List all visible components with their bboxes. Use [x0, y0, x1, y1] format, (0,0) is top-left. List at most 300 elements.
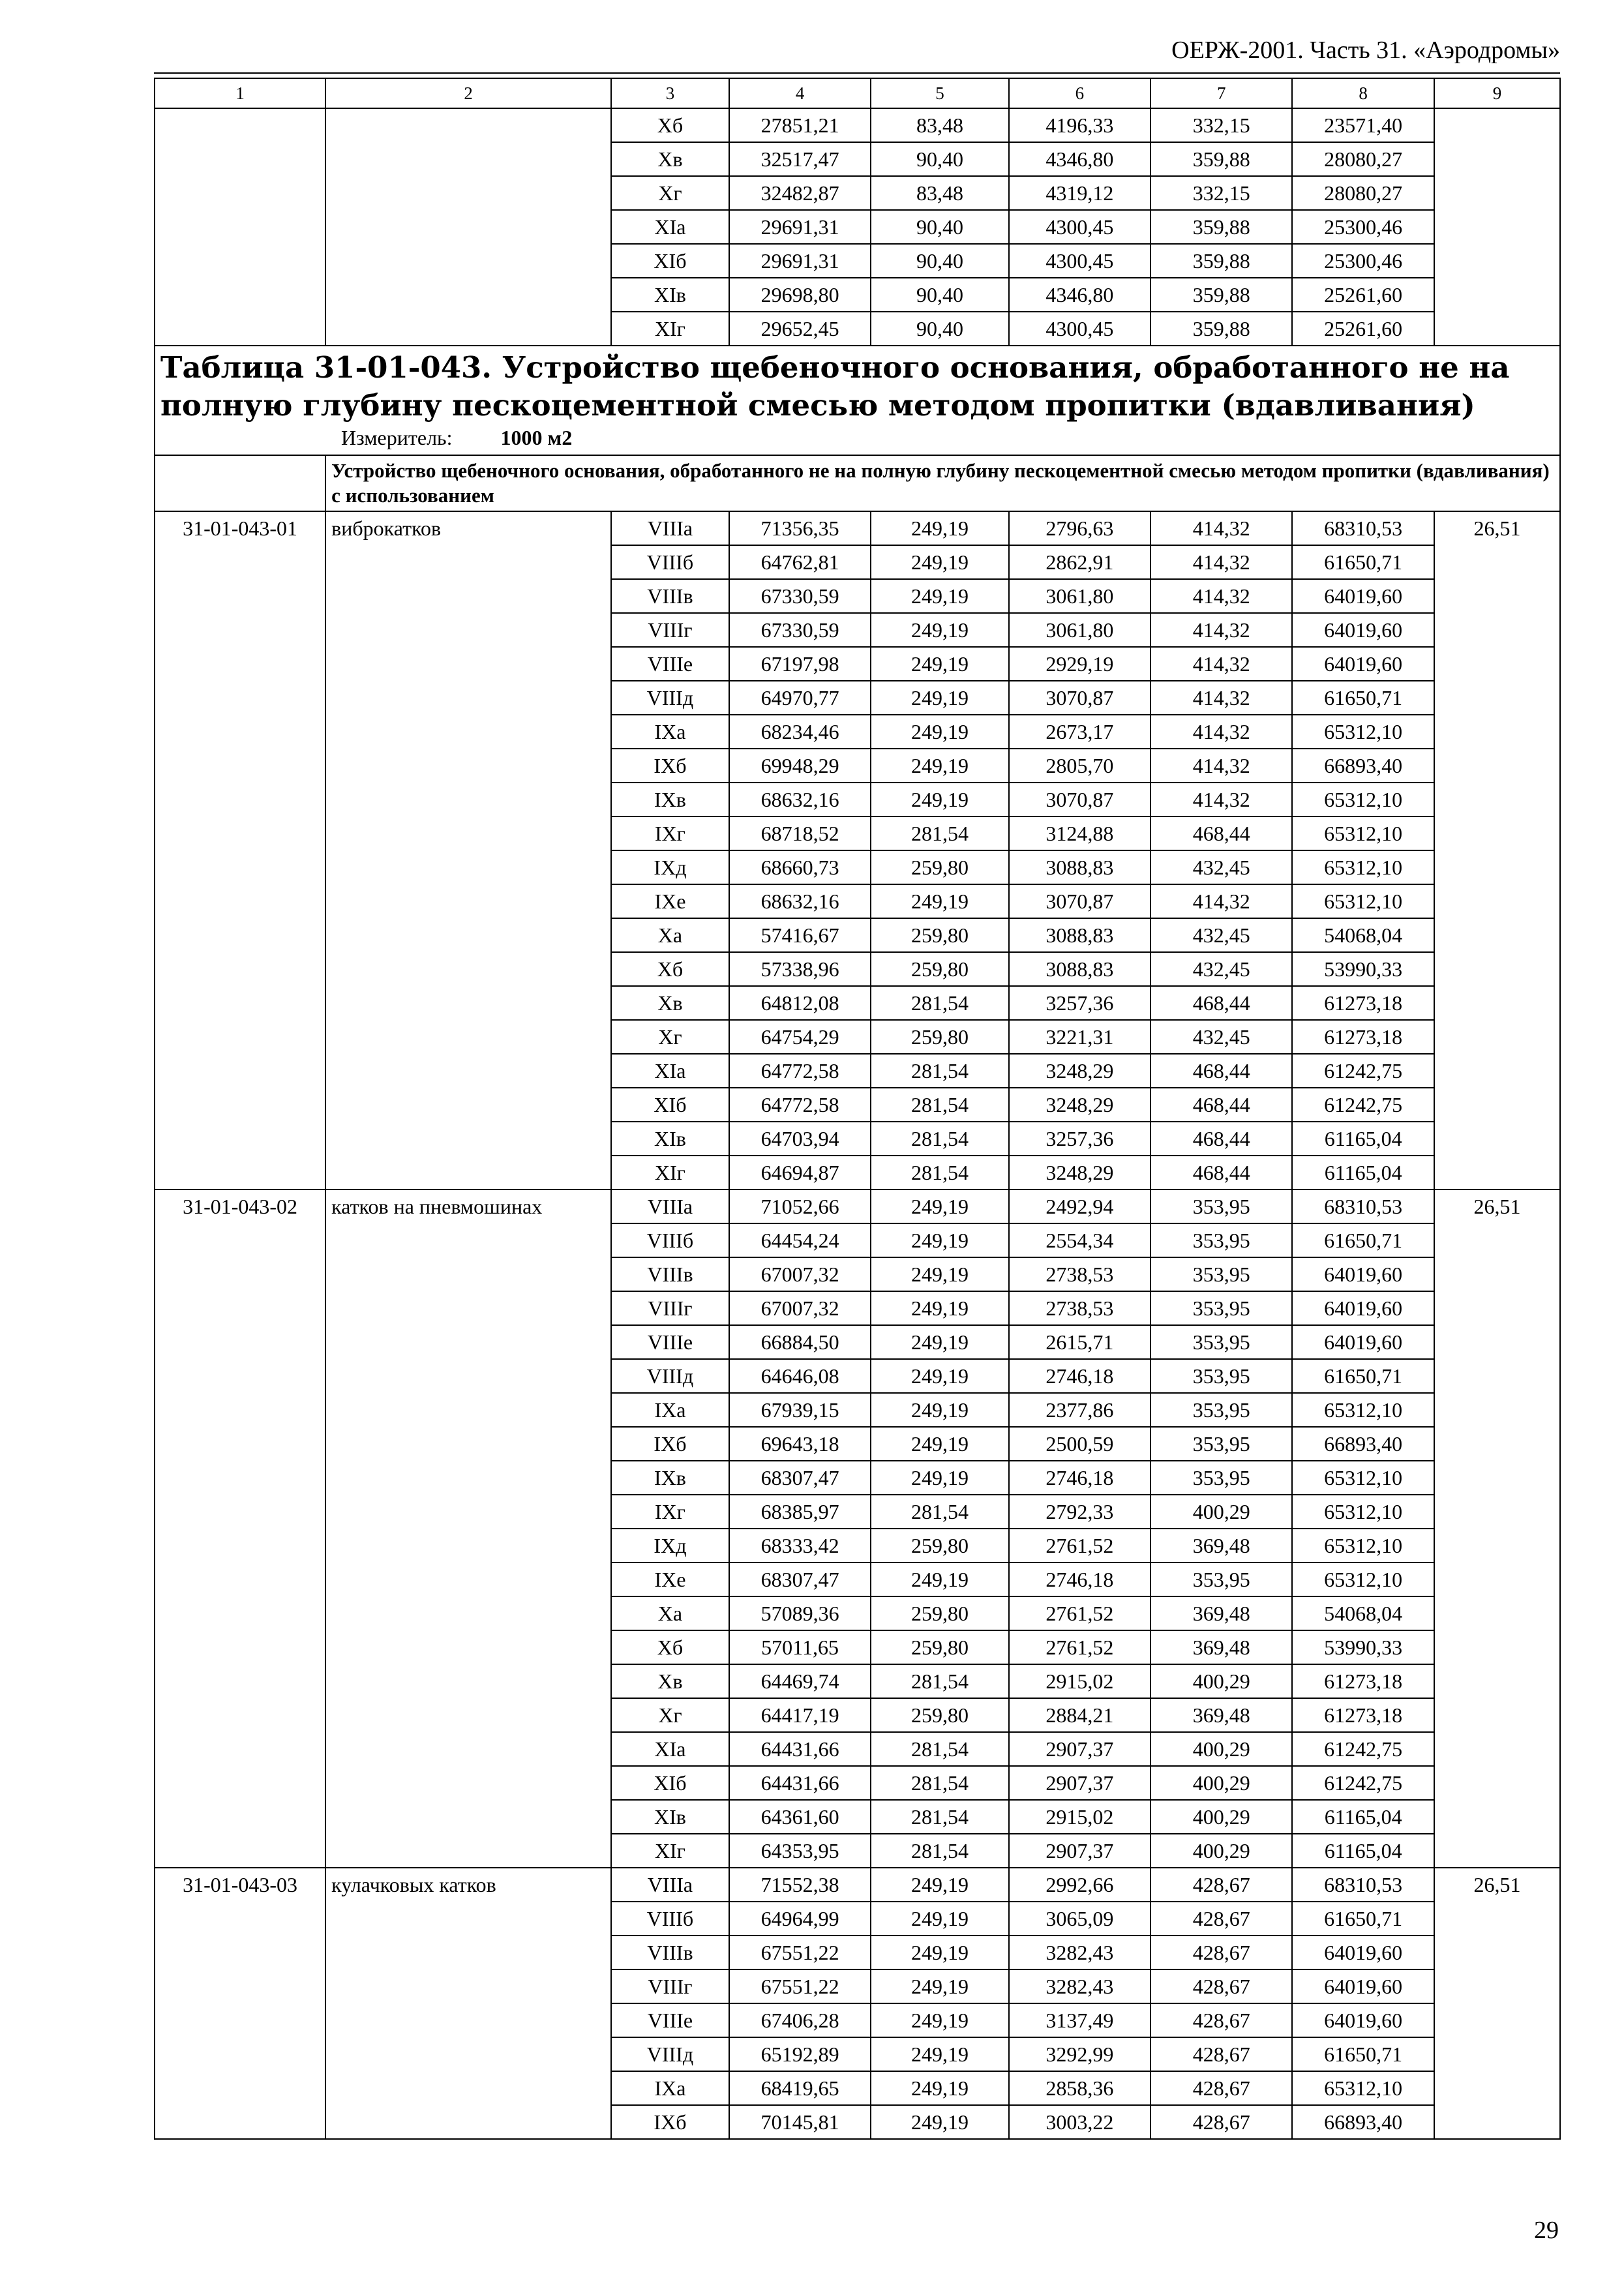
value-cell: 68333,42: [729, 1529, 871, 1563]
value-cell: 90,40: [871, 312, 1008, 346]
value-cell: 353,95: [1150, 1257, 1292, 1291]
value-cell: 281,54: [871, 1122, 1008, 1156]
subheading-cell: Устройство щебеночного основания, обработанного не на полную глубину пескоцементной смесью методом пропитки (вдавливания) с использованием: [325, 455, 1560, 511]
value-cell: IXа: [611, 715, 729, 749]
value-cell: 64417,19: [729, 1698, 871, 1732]
value-cell: 25300,46: [1292, 244, 1434, 278]
value-cell: 66893,40: [1292, 749, 1434, 783]
value-cell: 3070,87: [1009, 783, 1150, 816]
coefficient-cell: [1434, 108, 1560, 346]
value-cell: 65312,10: [1292, 816, 1434, 850]
value-cell: VIIIе: [611, 2003, 729, 2037]
value-cell: 64694,87: [729, 1156, 871, 1189]
table-title-cell: [155, 346, 1560, 455]
value-cell: 249,19: [871, 783, 1008, 816]
value-cell: 4300,45: [1009, 210, 1150, 244]
value-cell: 67007,32: [729, 1257, 871, 1291]
value-cell: 67406,28: [729, 2003, 871, 2037]
header-rule: [154, 72, 1560, 74]
value-cell: XIа: [611, 210, 729, 244]
value-cell: 281,54: [871, 986, 1008, 1020]
value-cell: 3282,43: [1009, 1969, 1150, 2003]
value-cell: 353,95: [1150, 1223, 1292, 1257]
value-cell: 353,95: [1150, 1189, 1292, 1223]
value-cell: 68307,47: [729, 1461, 871, 1495]
value-cell: 249,19: [871, 1291, 1008, 1325]
value-cell: 281,54: [871, 1495, 1008, 1529]
value-cell: 83,48: [871, 176, 1008, 210]
value-cell: 428,67: [1150, 2071, 1292, 2105]
value-cell: 2992,66: [1009, 1868, 1150, 1902]
column-number-cell: 9: [1434, 78, 1560, 108]
value-cell: 65312,10: [1292, 1495, 1434, 1529]
value-cell: Xг: [611, 1020, 729, 1054]
value-cell: Xг: [611, 1698, 729, 1732]
code-cell: 31-01-043-01: [155, 511, 325, 1189]
value-cell: 414,32: [1150, 681, 1292, 715]
value-cell: 400,29: [1150, 1800, 1292, 1834]
value-cell: 61650,71: [1292, 1223, 1434, 1257]
value-cell: 353,95: [1150, 1563, 1292, 1596]
value-cell: 70145,81: [729, 2105, 871, 2139]
value-cell: VIIIг: [611, 1291, 729, 1325]
value-cell: 67330,59: [729, 579, 871, 613]
value-cell: 249,19: [871, 647, 1008, 681]
value-cell: VIIIб: [611, 1902, 729, 1936]
value-cell: 67007,32: [729, 1291, 871, 1325]
value-cell: 65312,10: [1292, 715, 1434, 749]
value-cell: 414,32: [1150, 749, 1292, 783]
value-cell: 249,19: [871, 1902, 1008, 1936]
value-cell: 400,29: [1150, 1664, 1292, 1698]
measure-unit-label: Измеритель:: [341, 426, 453, 449]
value-cell: 2929,19: [1009, 647, 1150, 681]
value-cell: VIIIа: [611, 1868, 729, 1902]
value-cell: 61273,18: [1292, 1664, 1434, 1698]
value-cell: 64019,60: [1292, 647, 1434, 681]
value-cell: 67551,22: [729, 1969, 871, 2003]
value-cell: IXв: [611, 1461, 729, 1495]
value-cell: 414,32: [1150, 783, 1292, 816]
coefficient-cell: 26,51: [1434, 511, 1560, 1189]
value-cell: 61165,04: [1292, 1800, 1434, 1834]
value-cell: 2761,52: [1009, 1529, 1150, 1563]
value-cell: 64812,08: [729, 986, 871, 1020]
value-cell: 259,80: [871, 1529, 1008, 1563]
value-cell: 64754,29: [729, 1020, 871, 1054]
value-cell: 432,45: [1150, 1020, 1292, 1054]
value-cell: 4346,80: [1009, 278, 1150, 312]
value-cell: 64772,58: [729, 1054, 871, 1088]
value-cell: 428,67: [1150, 1936, 1292, 1969]
value-cell: 281,54: [871, 1088, 1008, 1122]
value-cell: 3124,88: [1009, 816, 1150, 850]
subheading-empty-cell: [155, 455, 325, 511]
value-cell: 353,95: [1150, 1359, 1292, 1393]
column-number-cell: 5: [871, 78, 1008, 108]
value-cell: 249,19: [871, 579, 1008, 613]
value-cell: 67330,59: [729, 613, 871, 647]
value-cell: VIIIг: [611, 613, 729, 647]
value-cell: VIIIд: [611, 2037, 729, 2071]
value-cell: 249,19: [871, 2037, 1008, 2071]
value-cell: 64431,66: [729, 1732, 871, 1766]
value-cell: 3282,43: [1009, 1936, 1150, 1969]
value-cell: 65312,10: [1292, 850, 1434, 884]
value-cell: 66893,40: [1292, 2105, 1434, 2139]
value-cell: 4319,12: [1009, 176, 1150, 210]
value-cell: 68310,53: [1292, 1189, 1434, 1223]
value-cell: 53990,33: [1292, 952, 1434, 986]
value-cell: 28080,27: [1292, 142, 1434, 176]
value-cell: 61273,18: [1292, 986, 1434, 1020]
value-cell: 2746,18: [1009, 1563, 1150, 1596]
value-cell: 57338,96: [729, 952, 871, 986]
value-cell: IXд: [611, 850, 729, 884]
value-cell: 400,29: [1150, 1495, 1292, 1529]
value-cell: 468,44: [1150, 1156, 1292, 1189]
value-cell: 259,80: [871, 1020, 1008, 1054]
value-cell: 3061,80: [1009, 613, 1150, 647]
value-cell: IXе: [611, 884, 729, 918]
value-cell: 2796,63: [1009, 511, 1150, 545]
value-cell: 353,95: [1150, 1291, 1292, 1325]
value-cell: 3065,09: [1009, 1902, 1150, 1936]
value-cell: 3088,83: [1009, 952, 1150, 986]
value-cell: 69948,29: [729, 749, 871, 783]
value-cell: 71356,35: [729, 511, 871, 545]
value-cell: 2858,36: [1009, 2071, 1150, 2105]
value-cell: 68234,46: [729, 715, 871, 749]
value-cell: 432,45: [1150, 918, 1292, 952]
value-cell: 2738,53: [1009, 1257, 1150, 1291]
value-cell: 3257,36: [1009, 1122, 1150, 1156]
value-cell: 61165,04: [1292, 1156, 1434, 1189]
value-cell: 32482,87: [729, 176, 871, 210]
value-cell: VIIIд: [611, 1359, 729, 1393]
value-cell: 468,44: [1150, 1088, 1292, 1122]
value-cell: 4196,33: [1009, 108, 1150, 142]
value-cell: 414,32: [1150, 545, 1292, 579]
measure-unit: [160, 425, 1556, 451]
value-cell: 249,19: [871, 1427, 1008, 1461]
value-cell: 2907,37: [1009, 1766, 1150, 1800]
value-cell: 3088,83: [1009, 850, 1150, 884]
value-cell: Xг: [611, 176, 729, 210]
value-cell: 259,80: [871, 850, 1008, 884]
value-cell: VIIIе: [611, 647, 729, 681]
value-cell: 428,67: [1150, 1868, 1292, 1902]
value-cell: 3248,29: [1009, 1088, 1150, 1122]
value-cell: 83,48: [871, 108, 1008, 142]
value-cell: 66884,50: [729, 1325, 871, 1359]
value-cell: 353,95: [1150, 1427, 1292, 1461]
value-cell: 428,67: [1150, 1902, 1292, 1936]
value-cell: 2907,37: [1009, 1732, 1150, 1766]
value-cell: 468,44: [1150, 986, 1292, 1020]
value-cell: 68660,73: [729, 850, 871, 884]
value-cell: 4346,80: [1009, 142, 1150, 176]
value-cell: 61650,71: [1292, 2037, 1434, 2071]
value-cell: 61242,75: [1292, 1732, 1434, 1766]
value-cell: 65192,89: [729, 2037, 871, 2071]
value-cell: VIIIв: [611, 1936, 729, 1969]
column-number-cell: 1: [155, 78, 325, 108]
value-cell: 369,48: [1150, 1630, 1292, 1664]
value-cell: XIв: [611, 278, 729, 312]
value-cell: 64361,60: [729, 1800, 871, 1834]
value-cell: 428,67: [1150, 1969, 1292, 2003]
value-cell: 64469,74: [729, 1664, 871, 1698]
value-cell: 3248,29: [1009, 1156, 1150, 1189]
value-cell: 61650,71: [1292, 1902, 1434, 1936]
value-cell: Xа: [611, 1596, 729, 1630]
value-cell: IXг: [611, 816, 729, 850]
table-row: [155, 511, 1560, 545]
value-cell: 432,45: [1150, 952, 1292, 986]
value-cell: 66893,40: [1292, 1427, 1434, 1461]
column-number-cell: 8: [1292, 78, 1434, 108]
value-cell: IXг: [611, 1495, 729, 1529]
value-cell: 2915,02: [1009, 1664, 1150, 1698]
table-row: [155, 108, 1560, 142]
value-cell: 68632,16: [729, 884, 871, 918]
value-cell: 3257,36: [1009, 986, 1150, 1020]
description-cell: виброкатков: [325, 511, 611, 1189]
value-cell: 468,44: [1150, 1122, 1292, 1156]
value-cell: 359,88: [1150, 210, 1292, 244]
value-cell: VIIIа: [611, 511, 729, 545]
value-cell: 3137,49: [1009, 2003, 1150, 2037]
subheading-row: [155, 455, 1560, 511]
value-cell: 369,48: [1150, 1698, 1292, 1732]
value-cell: 68385,97: [729, 1495, 871, 1529]
value-cell: 64646,08: [729, 1359, 871, 1393]
value-cell: 61165,04: [1292, 1834, 1434, 1868]
value-cell: 57089,36: [729, 1596, 871, 1630]
measure-unit-value: 1000 м2: [500, 426, 573, 449]
value-cell: 249,19: [871, 545, 1008, 579]
description-cell: катков на пневмошинах: [325, 1189, 611, 1868]
table-row: [155, 1189, 1560, 1223]
value-cell: 64019,60: [1292, 1257, 1434, 1291]
value-cell: 64019,60: [1292, 1969, 1434, 2003]
value-cell: 428,67: [1150, 2037, 1292, 2071]
value-cell: 90,40: [871, 210, 1008, 244]
value-cell: 2792,33: [1009, 1495, 1150, 1529]
value-cell: 249,19: [871, 1325, 1008, 1359]
value-cell: 281,54: [871, 816, 1008, 850]
value-cell: 65312,10: [1292, 1563, 1434, 1596]
value-cell: 90,40: [871, 244, 1008, 278]
value-cell: 90,40: [871, 278, 1008, 312]
value-cell: 29691,31: [729, 244, 871, 278]
value-cell: 3221,31: [1009, 1020, 1150, 1054]
value-cell: 64353,95: [729, 1834, 871, 1868]
value-cell: 27851,21: [729, 108, 871, 142]
description-cell: [325, 108, 611, 346]
value-cell: 29652,45: [729, 312, 871, 346]
value-cell: 428,67: [1150, 2003, 1292, 2037]
value-cell: 400,29: [1150, 1732, 1292, 1766]
value-cell: 69643,18: [729, 1427, 871, 1461]
value-cell: 23571,40: [1292, 108, 1434, 142]
value-cell: Xб: [611, 108, 729, 142]
value-cell: 68419,65: [729, 2071, 871, 2105]
value-cell: XIб: [611, 244, 729, 278]
value-cell: 468,44: [1150, 1054, 1292, 1088]
value-cell: 68310,53: [1292, 1868, 1434, 1902]
value-cell: 259,80: [871, 1596, 1008, 1630]
value-cell: 61650,71: [1292, 681, 1434, 715]
value-cell: XIг: [611, 1156, 729, 1189]
value-cell: 65312,10: [1292, 884, 1434, 918]
value-cell: 2746,18: [1009, 1359, 1150, 1393]
page-number: 29: [1534, 2217, 1559, 2244]
value-cell: 65312,10: [1292, 1461, 1434, 1495]
value-cell: 68718,52: [729, 816, 871, 850]
value-cell: XIа: [611, 1732, 729, 1766]
value-cell: 249,19: [871, 1189, 1008, 1223]
value-cell: 3061,80: [1009, 579, 1150, 613]
value-cell: 64703,94: [729, 1122, 871, 1156]
value-cell: 64019,60: [1292, 1325, 1434, 1359]
value-cell: 249,19: [871, 1461, 1008, 1495]
value-cell: 61650,71: [1292, 545, 1434, 579]
value-cell: XIа: [611, 1054, 729, 1088]
value-cell: 2738,53: [1009, 1291, 1150, 1325]
value-cell: VIIIв: [611, 579, 729, 613]
value-cell: XIг: [611, 312, 729, 346]
value-cell: 259,80: [871, 1630, 1008, 1664]
value-cell: 68632,16: [729, 783, 871, 816]
value-cell: 2761,52: [1009, 1596, 1150, 1630]
value-cell: 2492,94: [1009, 1189, 1150, 1223]
value-cell: 249,19: [871, 715, 1008, 749]
value-cell: 432,45: [1150, 850, 1292, 884]
value-cell: 400,29: [1150, 1834, 1292, 1868]
value-cell: 61242,75: [1292, 1054, 1434, 1088]
value-cell: 3248,29: [1009, 1054, 1150, 1088]
value-cell: XIв: [611, 1122, 729, 1156]
value-cell: IXб: [611, 2105, 729, 2139]
value-cell: 4300,45: [1009, 244, 1150, 278]
value-cell: 353,95: [1150, 1393, 1292, 1427]
value-cell: 64019,60: [1292, 579, 1434, 613]
value-cell: 2884,21: [1009, 1698, 1150, 1732]
value-cell: 249,19: [871, 1257, 1008, 1291]
value-cell: Xв: [611, 986, 729, 1020]
value-cell: 64454,24: [729, 1223, 871, 1257]
table-row: [155, 1868, 1560, 1902]
value-cell: 259,80: [871, 918, 1008, 952]
value-cell: 67551,22: [729, 1936, 871, 1969]
value-cell: 2500,59: [1009, 1427, 1150, 1461]
value-cell: 28080,27: [1292, 176, 1434, 210]
value-cell: 3292,99: [1009, 2037, 1150, 2071]
value-cell: 61242,75: [1292, 1766, 1434, 1800]
value-cell: 249,19: [871, 681, 1008, 715]
value-cell: 249,19: [871, 1868, 1008, 1902]
value-cell: 428,67: [1150, 2105, 1292, 2139]
value-cell: IXе: [611, 1563, 729, 1596]
table-title: Таблица 31-01-043. Устройство щебеночного основания, обработанного не на полную глубину пескоцементной смесью методом пропитки (вдавливания): [160, 350, 1510, 423]
value-cell: 71552,38: [729, 1868, 871, 1902]
value-cell: 414,32: [1150, 715, 1292, 749]
column-number-cell: 7: [1150, 78, 1292, 108]
value-cell: 2554,34: [1009, 1223, 1150, 1257]
value-cell: 249,19: [871, 2105, 1008, 2139]
value-cell: 369,48: [1150, 1596, 1292, 1630]
value-cell: 61242,75: [1292, 1088, 1434, 1122]
value-cell: 249,19: [871, 2003, 1008, 2037]
value-cell: 359,88: [1150, 278, 1292, 312]
value-cell: 353,95: [1150, 1461, 1292, 1495]
value-cell: 61165,04: [1292, 1122, 1434, 1156]
value-cell: 64431,66: [729, 1766, 871, 1800]
value-cell: 64762,81: [729, 545, 871, 579]
value-cell: 359,88: [1150, 244, 1292, 278]
value-cell: 332,15: [1150, 108, 1292, 142]
value-cell: 249,19: [871, 613, 1008, 647]
value-cell: 64964,99: [729, 1902, 871, 1936]
value-cell: 2907,37: [1009, 1834, 1150, 1868]
value-cell: 64019,60: [1292, 1936, 1434, 1969]
value-cell: 25261,60: [1292, 312, 1434, 346]
value-cell: 281,54: [871, 1664, 1008, 1698]
value-cell: 65312,10: [1292, 783, 1434, 816]
value-cell: 64019,60: [1292, 1291, 1434, 1325]
column-number-cell: 4: [729, 78, 871, 108]
value-cell: 57416,67: [729, 918, 871, 952]
value-cell: 2862,91: [1009, 545, 1150, 579]
value-cell: 2805,70: [1009, 749, 1150, 783]
value-cell: 53990,33: [1292, 1630, 1434, 1664]
value-cell: 281,54: [871, 1156, 1008, 1189]
value-cell: 65312,10: [1292, 1393, 1434, 1427]
value-cell: 3003,22: [1009, 2105, 1150, 2139]
value-cell: 249,19: [871, 749, 1008, 783]
value-cell: IXб: [611, 1427, 729, 1461]
coefficient-cell: 26,51: [1434, 1189, 1560, 1868]
value-cell: 281,54: [871, 1054, 1008, 1088]
coefficient-cell: 26,51: [1434, 1868, 1560, 2139]
value-cell: 249,19: [871, 1393, 1008, 1427]
value-cell: 414,32: [1150, 884, 1292, 918]
value-cell: 249,19: [871, 1969, 1008, 2003]
value-cell: 332,15: [1150, 176, 1292, 210]
column-number-cell: 3: [611, 78, 729, 108]
value-cell: IXа: [611, 1393, 729, 1427]
value-cell: 414,32: [1150, 613, 1292, 647]
value-cell: 281,54: [871, 1732, 1008, 1766]
value-cell: 71052,66: [729, 1189, 871, 1223]
value-cell: 29691,31: [729, 210, 871, 244]
value-cell: Xб: [611, 952, 729, 986]
value-cell: XIб: [611, 1088, 729, 1122]
value-cell: 54068,04: [1292, 918, 1434, 952]
value-cell: 57011,65: [729, 1630, 871, 1664]
value-cell: VIIIв: [611, 1257, 729, 1291]
value-cell: VIIIб: [611, 545, 729, 579]
value-cell: 414,32: [1150, 647, 1292, 681]
column-number-cell: 6: [1009, 78, 1150, 108]
value-cell: 369,48: [1150, 1529, 1292, 1563]
column-number-row: [155, 78, 1560, 108]
code-cell: [155, 108, 325, 346]
value-cell: 61273,18: [1292, 1698, 1434, 1732]
value-cell: 64019,60: [1292, 2003, 1434, 2037]
